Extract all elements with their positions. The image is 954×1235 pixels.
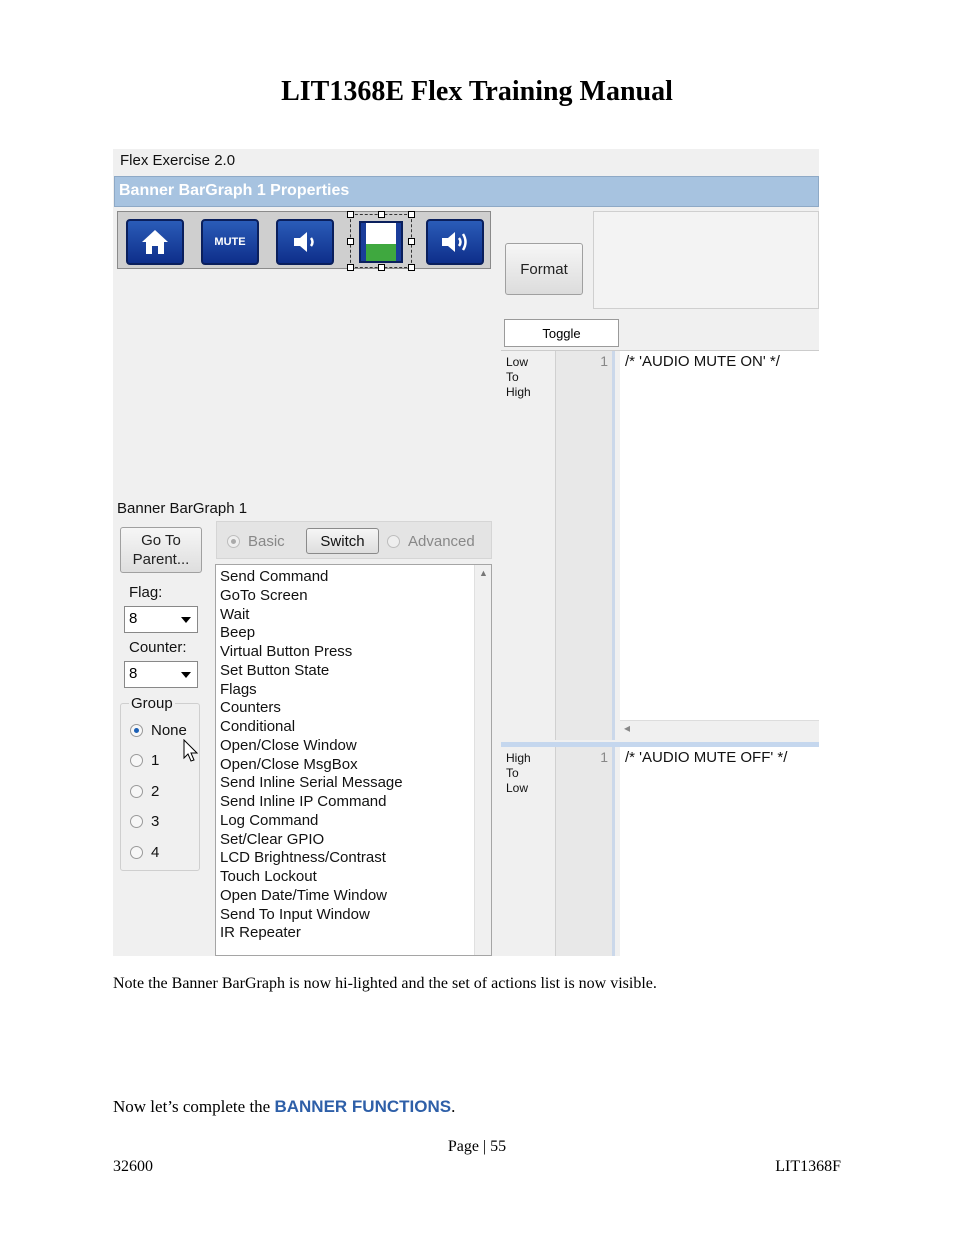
command-list-item[interactable]: Send Inline Serial Message: [220, 774, 403, 792]
command-list-items: [220, 568, 403, 943]
command-list-item[interactable]: Open/Close MsgBox: [220, 755, 358, 773]
go-to-parent-label: Go To: [141, 532, 181, 549]
command-list-item[interactable]: Send Inline IP Command: [220, 793, 387, 810]
horizontal-scrollbar[interactable]: [620, 720, 819, 738]
bargraph-cap-right: [396, 223, 401, 261]
radio-icon[interactable]: [387, 535, 400, 548]
action-label-low-to-high: [506, 355, 531, 400]
mode-radio-advanced[interactable]: [387, 533, 475, 550]
properties-title: Banner BarGraph 1 Properties: [119, 182, 350, 199]
instruction-text: Now let’s complete the: [113, 1097, 275, 1116]
format-button[interactable]: Format: [505, 243, 583, 295]
scroll-left-icon[interactable]: ◂: [624, 721, 631, 735]
flag-label: Flag:: [129, 584, 163, 601]
bargraph-selection[interactable]: [350, 214, 412, 268]
action-label-text: High To Low: [506, 751, 531, 795]
bargraph-fill: [361, 244, 401, 261]
command-list-item[interactable]: Set Button State: [220, 661, 330, 679]
group-label: Group: [131, 695, 173, 712]
mode-advanced-label: Advanced: [408, 533, 475, 550]
radio-icon[interactable]: [130, 846, 143, 859]
command-list-item[interactable]: Counters: [220, 699, 281, 717]
bargraph-cap-left: [361, 223, 366, 261]
home-button[interactable]: [126, 219, 184, 265]
page-number: Page | 55: [447, 1138, 507, 1155]
volume-up-icon: [439, 228, 471, 256]
radio-icon[interactable]: [130, 815, 143, 828]
instruction-period: .: [451, 1097, 456, 1116]
radio-icon[interactable]: [227, 535, 240, 548]
resize-handle[interactable]: [408, 238, 415, 245]
window-title: Flex Exercise 2.0: [120, 152, 236, 169]
counter-select[interactable]: [124, 661, 198, 688]
command-list-item[interactable]: IR Repeater: [220, 924, 301, 942]
command-list[interactable]: [215, 564, 492, 956]
radio-label: 4: [151, 844, 160, 861]
resize-handle[interactable]: [408, 264, 415, 271]
radio-icon[interactable]: [130, 754, 143, 767]
software-screenshot: [113, 149, 819, 956]
panel-divider: [493, 211, 501, 956]
command-list-item[interactable]: Virtual Button Press: [220, 643, 353, 660]
volume-up-button[interactable]: [426, 219, 484, 265]
command-list-item[interactable]: Conditional: [220, 718, 296, 735]
section-label: Banner BarGraph 1: [117, 500, 248, 517]
command-list-item[interactable]: Set/Clear GPIO: [220, 830, 325, 848]
resize-handle[interactable]: [347, 211, 354, 218]
line-number-gutter: [555, 351, 615, 740]
command-list-item[interactable]: Send To Input Window: [220, 905, 370, 923]
code-editor-low-to-high[interactable]: [620, 351, 819, 720]
resize-handle[interactable]: [408, 211, 415, 218]
properties-title-bar: [114, 176, 819, 207]
chevron-down-icon[interactable]: [181, 672, 191, 678]
document-title: LIT1368E Flex Training Manual: [281, 76, 673, 107]
scroll-up-icon[interactable]: ▲: [479, 568, 488, 578]
group-radio-1[interactable]: [130, 752, 159, 769]
group-radio-2[interactable]: [130, 783, 159, 800]
command-list-item[interactable]: Log Command: [220, 811, 319, 829]
mode-basic-label: Basic: [248, 533, 285, 550]
mode-selector: [216, 521, 492, 559]
mouse-pointer-icon: [183, 739, 199, 763]
mute-button[interactable]: [201, 219, 259, 265]
banner-functions-link[interactable]: BANNER FUNCTIONS: [274, 1097, 452, 1116]
resize-handle[interactable]: [378, 211, 385, 218]
volume-down-icon: [290, 228, 320, 256]
radio-icon[interactable]: [130, 785, 143, 798]
radio-label: None: [151, 722, 187, 739]
action-label-text: Low To High: [506, 355, 531, 399]
tab-toggle[interactable]: Toggle: [504, 319, 619, 347]
mute-icon: MUTE: [214, 236, 246, 248]
counter-value: 8: [129, 665, 138, 682]
radio-label: 3: [151, 813, 160, 830]
counter-label: Counter:: [129, 639, 187, 656]
format-panel: [593, 211, 819, 309]
command-list-item[interactable]: LCD Brightness/Contrast: [220, 849, 386, 867]
bargraph-icon: [359, 221, 403, 263]
code-line: /* 'AUDIO MUTE ON' */: [625, 353, 780, 370]
vertical-scrollbar[interactable]: [474, 565, 491, 955]
group-radio-none[interactable]: [130, 722, 187, 739]
mode-radio-basic[interactable]: [227, 533, 285, 550]
command-list-item[interactable]: GoTo Screen: [220, 586, 308, 604]
group-radio-3[interactable]: [130, 813, 159, 830]
command-list-item[interactable]: Open Date/Time Window: [220, 886, 388, 904]
go-to-parent-label: Parent...: [132, 551, 190, 568]
switch-button[interactable]: Switch: [306, 528, 379, 554]
command-list-item[interactable]: Beep: [220, 624, 256, 642]
line-number: 1: [600, 353, 608, 369]
home-icon: [140, 228, 170, 256]
footer-left: 32600: [113, 1158, 153, 1175]
group-radio-4[interactable]: [130, 844, 159, 861]
chevron-down-icon[interactable]: [181, 617, 191, 623]
radio-label: 2: [151, 783, 160, 800]
instruction-line: [113, 1097, 455, 1117]
flag-value: 8: [129, 610, 138, 627]
command-list-item[interactable]: Open/Close Window: [220, 736, 357, 754]
code-line: /* 'AUDIO MUTE OFF' */: [625, 749, 788, 766]
command-list-item[interactable]: Flags: [220, 680, 257, 698]
footer-right: LIT1368F: [775, 1158, 841, 1175]
resize-handle[interactable]: [347, 264, 354, 271]
volume-down-button[interactable]: [276, 219, 334, 265]
resize-handle[interactable]: [378, 264, 385, 271]
caption-note: Note the Banner BarGraph is now hi-lighted and the set of actions list is now visible.: [113, 975, 657, 992]
code-editor-high-to-low[interactable]: [620, 747, 819, 956]
radio-icon[interactable]: [130, 724, 143, 737]
button-preview-strip: [117, 211, 491, 269]
action-label-high-to-low: [506, 751, 531, 796]
flag-select[interactable]: [124, 606, 198, 633]
radio-label: 1: [151, 752, 160, 769]
command-list-item[interactable]: Wait: [220, 605, 250, 623]
go-to-parent-button[interactable]: [120, 527, 202, 573]
line-number-gutter: [555, 747, 615, 956]
command-list-item[interactable]: Touch Lockout: [220, 868, 317, 885]
command-list-item[interactable]: Send Command: [220, 568, 329, 585]
resize-handle[interactable]: [347, 238, 354, 245]
line-number: 1: [600, 749, 608, 765]
